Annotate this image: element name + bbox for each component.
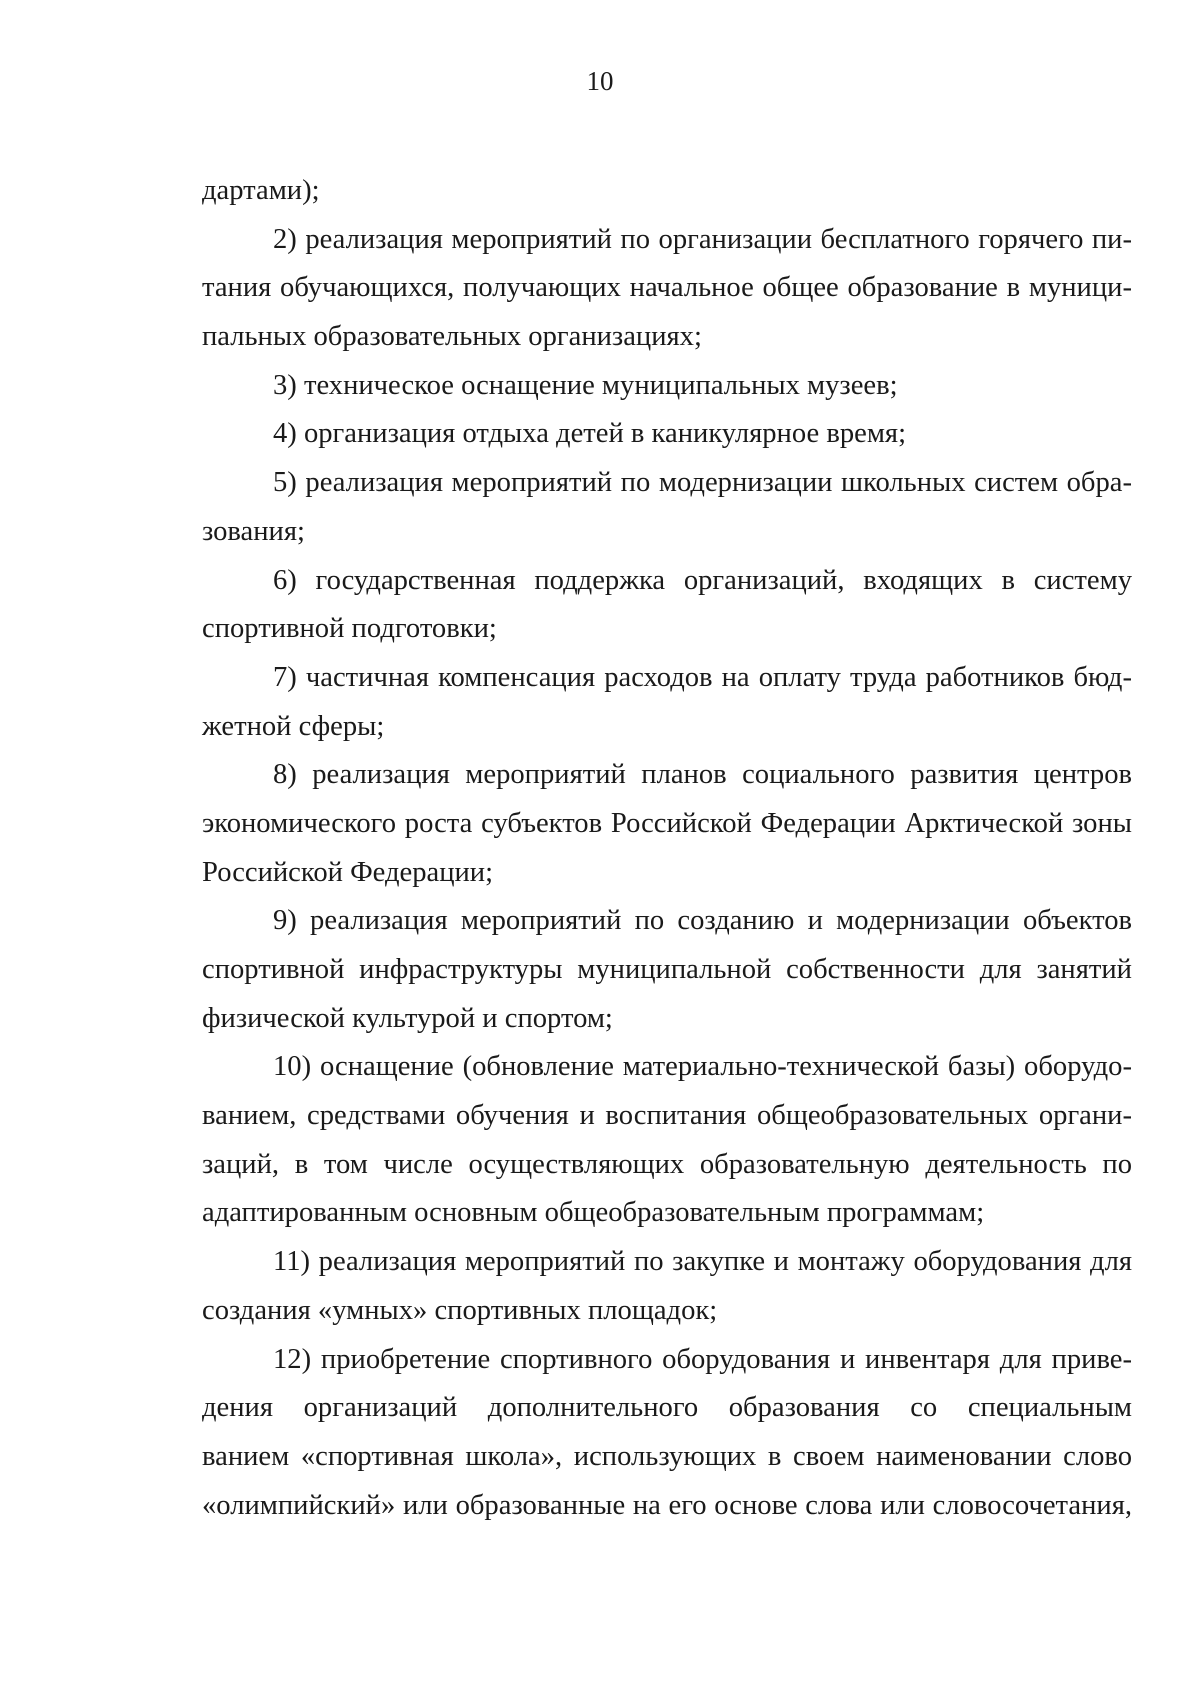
- text-line: 9) реализация мероприятий по созданию и модернизации объектов: [273, 905, 1132, 937]
- text-line: зования;: [202, 515, 305, 547]
- text-line: 11) реализация мероприятий по закупке и монтажу оборудования для: [273, 1246, 1132, 1278]
- text-line: создания «умных» спортивных площадок;: [202, 1294, 718, 1326]
- text-line: пальных образовательных организациях;: [202, 321, 702, 353]
- text-line: дения организаций дополнительного образования со специальным: [202, 1392, 1132, 1424]
- text-line: 10) оснащение (обновление материально-технической базы) оборудо-: [273, 1051, 1132, 1083]
- text-line: спортивной инфраструктуры муниципальной собственности для занятий: [202, 954, 1132, 985]
- text-line: 5) реализация мероприятий по модернизации школьных систем обра-: [273, 467, 1132, 499]
- text-line: заций, в том числе осуществляющих образовательную деятельность по: [202, 1148, 1132, 1180]
- text-line: спортивной подготовки;: [202, 613, 497, 645]
- text-line: 2) реализация мероприятий по организации бесплатного горячего пи-: [273, 223, 1132, 255]
- text-line: 8) реализация мероприятий планов социального развития центров: [273, 759, 1132, 791]
- text-line: 4) организация отдыха детей в каникулярное время;: [273, 418, 907, 450]
- text-line: адаптированным основным общеобразовательным программам;: [202, 1197, 985, 1229]
- text-line: дартами);: [202, 175, 320, 206]
- page-number: 10: [586, 66, 614, 96]
- text-line: тания обучающихся, получающих начальное общее образование в муници-: [202, 272, 1132, 304]
- text-line: 3) техническое оснащение муниципальных музеев;: [273, 369, 898, 401]
- document-body: [202, 167, 1132, 1530]
- text-line: жетной сферы;: [202, 710, 385, 742]
- text-line: 7) частичная компенсация расходов на оплату труда работников бюд-: [273, 661, 1132, 693]
- text-line: «олимпийский» или образованные на его основе слова или словосочетания,: [202, 1489, 1132, 1521]
- text-line: Российской Федерации;: [202, 856, 494, 888]
- text-line: ванием, средствами обучения и воспитания общеобразовательных органи-: [202, 1100, 1132, 1132]
- text-line: ванием «спортивная школа», использующих в своем наименовании слово: [202, 1440, 1132, 1472]
- text-line: физической культурой и спортом;: [202, 1002, 613, 1034]
- text-line: экономического роста субъектов Российской Федерации Арктической зоны: [202, 807, 1132, 839]
- text-line: 12) приобретение спортивного оборудования и инвентаря для приве-: [273, 1343, 1132, 1375]
- text-line: 6) государственная поддержка организаций, входящих в систему: [273, 564, 1132, 596]
